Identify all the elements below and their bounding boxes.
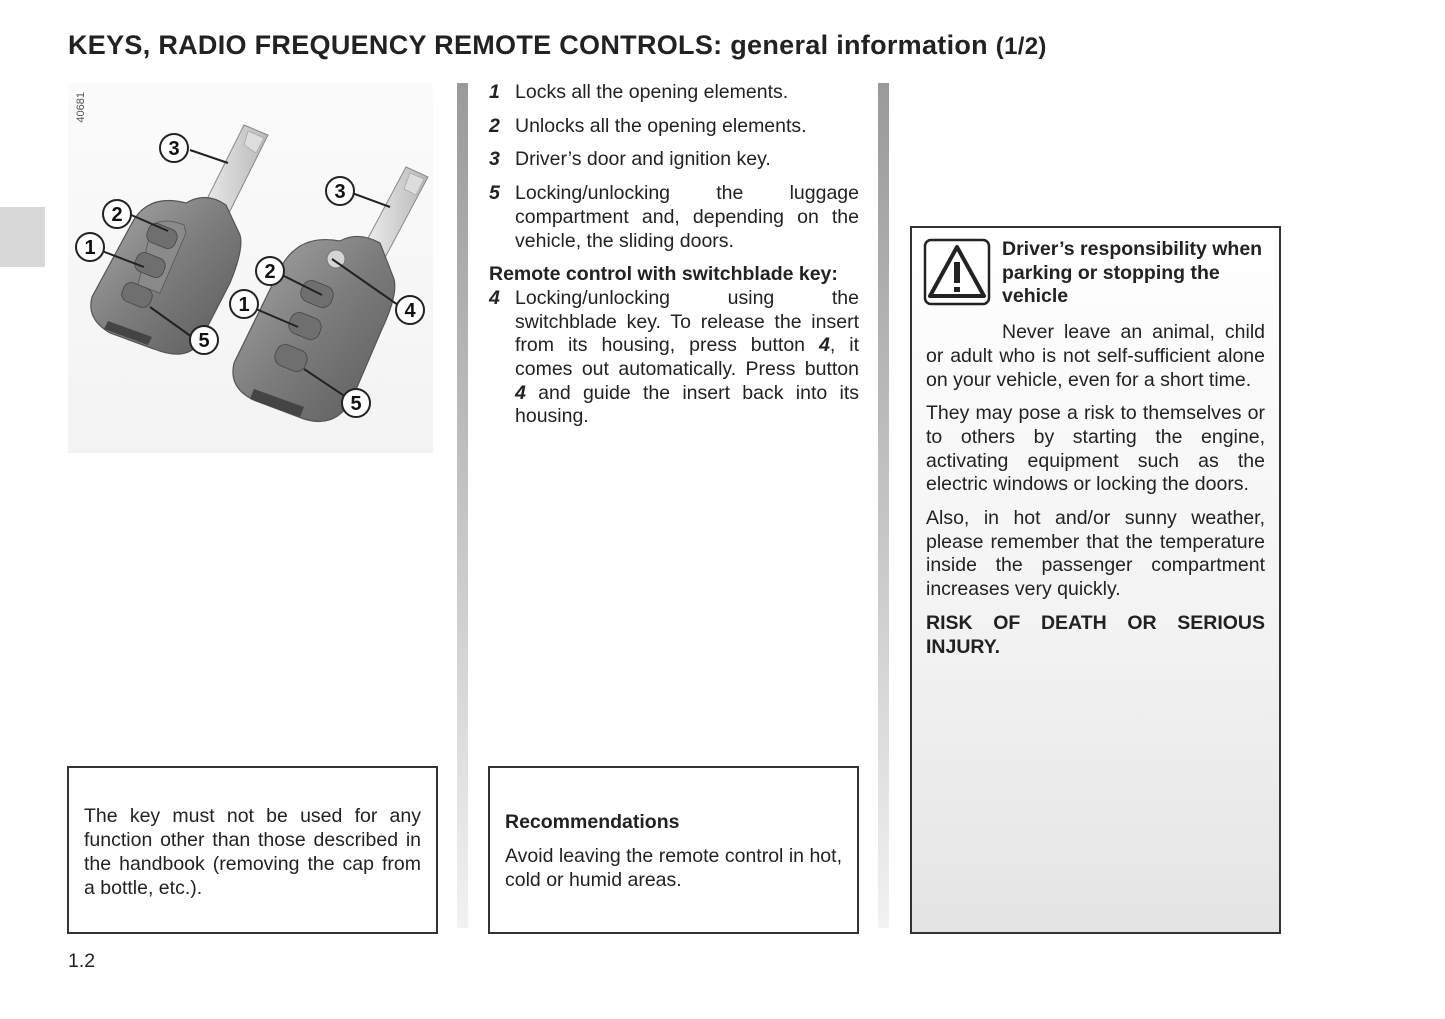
legend-number: 2: [489, 114, 500, 137]
warning-paragraph: They may pose a risk to themselves or to others by starting the engine, activating equipment such as the electric windows or locking the doors.: [926, 402, 1265, 496]
legend-text: Locking/unlocking the luggage compartment and, depending on the vehicle, the sliding doors.: [515, 182, 859, 252]
chapter-tab: [0, 207, 45, 267]
legend-text: [515, 287, 859, 429]
callout-2-right: 2: [264, 261, 276, 283]
button-ref: 4: [819, 334, 830, 357]
recommendations-box: [488, 766, 859, 934]
legend-item: [489, 115, 859, 139]
callout-5-right: 5: [350, 393, 362, 415]
switchblade-subheading: Remote control with switchblade key:: [489, 263, 838, 286]
callout-5-left: 5: [198, 330, 210, 352]
legend-number: 4: [489, 286, 500, 309]
warning-paragraph: Never leave an animal, child or adult who is not self-sufficient alone on your vehicle, even for a short time.: [926, 321, 1265, 391]
legend-item: [489, 81, 859, 105]
warning-paragraph: Also, in hot and/or sunny weather, please remember that the temperature inside the passenger compartment increases very quickly.: [926, 507, 1265, 601]
warning-header: [926, 238, 1265, 309]
page-number: 1.2: [68, 950, 96, 972]
legend-item: [489, 182, 859, 253]
button-ref: 4: [515, 381, 526, 404]
warning-title: Driver’s responsibility when parking or stopping the vehicle: [1002, 238, 1263, 308]
callout-3-right: 3: [334, 181, 346, 203]
figure-id: 40681: [75, 92, 87, 123]
legend-text: Driver’s door and ignition key.: [515, 148, 771, 171]
callout-4-right: 4: [404, 300, 416, 322]
column-separator-1: [457, 83, 468, 928]
callout-1-right: 1: [238, 294, 250, 316]
legend-text: Locks all the opening elements.: [515, 81, 789, 103]
legend-text-part: , it comes out automatically. Press button: [515, 334, 859, 381]
warning-risk-statement: RISK OF DEATH OR SERIOUS INJURY.: [926, 611, 1265, 658]
page-title-suffix: (1/2): [995, 33, 1047, 60]
keys-drawing: [68, 83, 433, 453]
recommendations-title: Recommendations: [505, 811, 680, 833]
legend-number: 1: [489, 81, 500, 103]
legend-number: 5: [489, 182, 500, 205]
callout-2-left: 2: [111, 204, 123, 226]
legend-item: [489, 287, 859, 429]
recommendations-text: Avoid leaving the remote control in hot, cold or humid areas.: [505, 845, 842, 891]
warning-box: [910, 226, 1281, 934]
callout-3-left: 3: [168, 138, 180, 160]
key-illustration: [68, 83, 433, 453]
key-usage-text: The key must not be used for any function other than those described in the handbook (removing the cap from a bottle, etc.).: [84, 805, 421, 899]
legend-text: Unlocks all the opening elements.: [515, 114, 807, 137]
legend-text-part: Locking/unlocking using the switchblade key. To release the insert from its housing, press button: [515, 286, 859, 357]
switchblade-key: [233, 167, 428, 422]
legend-item: [489, 148, 859, 172]
page-title-main: KEYS, RADIO FREQUENCY REMOTE CONTROLS: general information: [68, 30, 988, 60]
page-title: [68, 30, 1047, 61]
column-separator-2: [878, 83, 889, 928]
legend-number: 3: [489, 148, 500, 171]
key-usage-note: [67, 766, 438, 934]
callout-legend: [489, 81, 859, 439]
callout-1-left: 1: [84, 237, 96, 259]
legend-text-part: and guide the insert back into its housing.: [515, 381, 859, 428]
warning-triangle-icon: [923, 238, 991, 306]
